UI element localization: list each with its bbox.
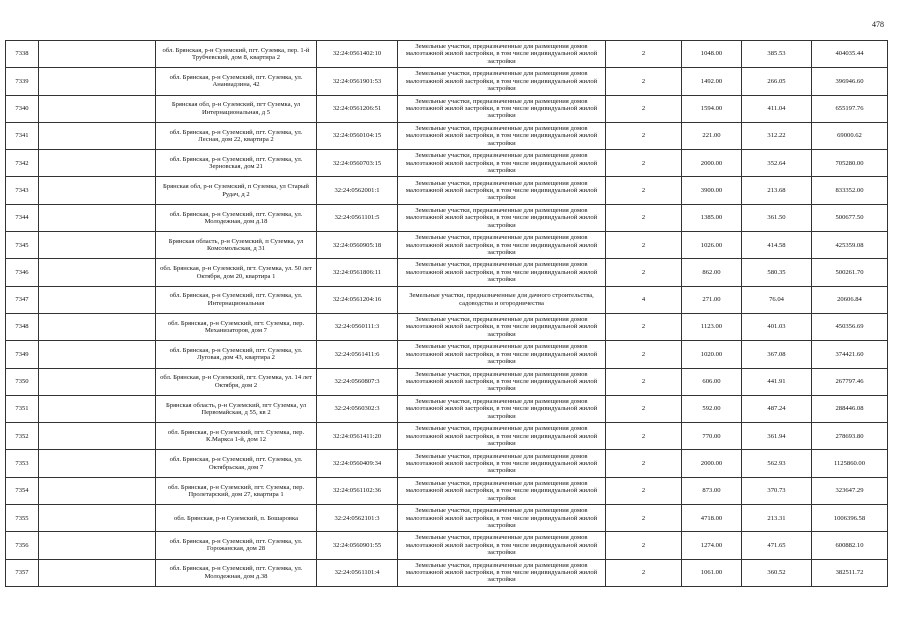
blank-cell [39,204,156,231]
cadastral-number-cell: 32:24:0561206:51 [317,95,398,122]
cadastral-value-cell: 20606.84 [812,286,888,313]
blank-cell [39,177,156,204]
row-number-cell: 7340 [6,95,39,122]
blank-cell [39,450,156,477]
area-cell: 2000.00 [682,450,742,477]
rate-cell: 213.68 [742,177,812,204]
address-cell: Брянская обл, р-н Суземский, п Суземка, ул Старый Рудач, д 2 [156,177,317,204]
area-cell: 271.00 [682,286,742,313]
group-cell: 2 [606,477,682,504]
blank-cell [39,505,156,532]
cadastral-value-cell: 655197.76 [812,95,888,122]
blank-cell [39,368,156,395]
area-cell: 862.00 [682,259,742,286]
cadastral-number-cell: 32:24:0561411:6 [317,341,398,368]
rate-cell: 361.94 [742,423,812,450]
group-cell: 2 [606,532,682,559]
area-cell: 1274.00 [682,532,742,559]
row-number-cell: 7338 [6,41,39,68]
area-cell: 770.00 [682,423,742,450]
blank-cell [39,477,156,504]
land-use-cell: Земельные участки, предназначенные для размещения домов малоэтажной жилой застройки, в том числе индивидуальной жилой застройки [398,95,606,122]
table-row [6,395,888,422]
row-number-cell: 7341 [6,122,39,149]
address-cell: обл. Брянская, р-н Суземский, пгт. Суземка, ул. 14 лет Октября, дом 2 [156,368,317,395]
table-row [6,505,888,532]
table-row [6,368,888,395]
rate-cell: 414.58 [742,232,812,259]
cadastral-number-cell: 32:24:0560905:18 [317,232,398,259]
row-number-cell: 7344 [6,204,39,231]
blank-cell [39,122,156,149]
address-cell: обл. Брянская, р-н Суземский, пгт. Суземка, ул. Молодежная, дом д.18 [156,204,317,231]
rate-cell: 441.91 [742,368,812,395]
cadastral-value-cell: 450356.69 [812,313,888,340]
rate-cell: 562.93 [742,450,812,477]
table-row [6,313,888,340]
rate-cell: 76.04 [742,286,812,313]
group-cell: 2 [606,423,682,450]
land-use-cell: Земельные участки, предназначенные для размещения домов малоэтажной жилой застройки, в том числе индивидуальной жилой застройки [398,368,606,395]
row-number-cell: 7339 [6,68,39,95]
cadastral-number-cell: 32:24:0561101:5 [317,204,398,231]
land-use-cell: Земельные участки, предназначенные для размещения домов малоэтажной жилой застройки, в том числе индивидуальной жилой застройки [398,505,606,532]
rate-cell: 266.05 [742,68,812,95]
table-row [6,286,888,313]
group-cell: 2 [606,395,682,422]
table-body [6,41,888,587]
address-cell: обл. Брянская, р-н Суземский, пгт. Суземка, ул. 50 лет Октября, дом 20, квартира 1 [156,259,317,286]
land-use-cell: Земельные участки, предназначенные для размещения домов малоэтажной жилой застройки, в том числе индивидуальной жилой застройки [398,341,606,368]
blank-cell [39,232,156,259]
cadastral-number-cell: 32:24:0560104:15 [317,122,398,149]
cadastral-value-cell: 323647.29 [812,477,888,504]
address-cell: Брянская область, р-н Суземский, пгт Суземка, ул Первомайская, д 55, кв 2 [156,395,317,422]
area-cell: 606.00 [682,368,742,395]
address-cell: обл. Брянская, р-н Суземский, пгт. Суземка, ул. Ананиадзина, 42 [156,68,317,95]
group-cell: 2 [606,505,682,532]
group-cell: 2 [606,122,682,149]
address-cell: обл. Брянская, р-н Суземский, пгт. Суземка, ул. Лесная, дом 22, квартира 2 [156,122,317,149]
group-cell: 2 [606,95,682,122]
table-row [6,95,888,122]
land-use-cell: Земельные участки, предназначенные для размещения домов малоэтажной жилой застройки, в том числе индивидуальной жилой застройки [398,41,606,68]
row-number-cell: 7343 [6,177,39,204]
table-row [6,477,888,504]
address-cell: обл. Брянская, р-н Суземский, пгт. Суземка, пер. К.Маркса 1-й, дом 12 [156,423,317,450]
address-cell: Брянская обл, р-н Суземский, пгт Суземка, ул Интернациональная, д 5 [156,95,317,122]
area-cell: 4718.00 [682,505,742,532]
group-cell: 2 [606,204,682,231]
area-cell: 592.00 [682,395,742,422]
cadastral-value-cell: 396946.60 [812,68,888,95]
cadastral-value-cell: 600882.10 [812,532,888,559]
rate-cell: 401.03 [742,313,812,340]
row-number-cell: 7348 [6,313,39,340]
area-cell: 1123.00 [682,313,742,340]
area-cell: 2000.00 [682,150,742,177]
cadastral-number-cell: 32:24:0561101:4 [317,559,398,586]
rate-cell: 367.08 [742,341,812,368]
cadastral-number-cell: 32:24:0561204:16 [317,286,398,313]
blank-cell [39,286,156,313]
blank-cell [39,259,156,286]
cadastral-value-cell: 425359.08 [812,232,888,259]
area-cell: 1026.00 [682,232,742,259]
land-use-cell: Земельные участки, предназначенные для размещения домов малоэтажной жилой застройки, в том числе индивидуальной жилой застройки [398,395,606,422]
area-cell: 1492.00 [682,68,742,95]
rate-cell: 352.64 [742,150,812,177]
land-use-cell: Земельные участки, предназначенные для размещения домов малоэтажной жилой застройки, в том числе индивидуальной жилой застройки [398,259,606,286]
row-number-cell: 7355 [6,505,39,532]
cadastral-value-cell: 705280.00 [812,150,888,177]
group-cell: 2 [606,368,682,395]
land-use-cell: Земельные участки, предназначенные для дачного строительства, садоводства и огородничества [398,286,606,313]
cadastral-number-cell: 32:24:0560901:55 [317,532,398,559]
land-use-cell: Земельные участки, предназначенные для размещения домов малоэтажной жилой застройки, в том числе индивидуальной жилой застройки [398,423,606,450]
cadastral-value-cell: 278693.80 [812,423,888,450]
row-number-cell: 7352 [6,423,39,450]
blank-cell [39,395,156,422]
group-cell: 2 [606,341,682,368]
address-cell: обл. Брянская, р-н Суземский, пгт. Суземка, ул. Интернациональная [156,286,317,313]
rate-cell: 213.31 [742,505,812,532]
rate-cell: 471.65 [742,532,812,559]
land-use-cell: Земельные участки, предназначенные для размещения домов малоэтажной жилой застройки, в том числе индивидуальной жилой застройки [398,204,606,231]
cadastral-value-cell: 382511.72 [812,559,888,586]
row-number-cell: 7353 [6,450,39,477]
group-cell: 2 [606,150,682,177]
row-number-cell: 7346 [6,259,39,286]
rate-cell: 487.24 [742,395,812,422]
group-cell: 2 [606,232,682,259]
table-row [6,450,888,477]
address-cell: обл. Брянская, р-н Суземский, пгт. Суземка, ул. Молодежная, дом д.38 [156,559,317,586]
group-cell: 2 [606,259,682,286]
address-cell: обл. Брянская, р-н Суземский, пгт. Суземка, ул. Луговая, дом 43, квартира 2 [156,341,317,368]
area-cell: 1048.00 [682,41,742,68]
cadastral-value-cell: 404035.44 [812,41,888,68]
blank-cell [39,68,156,95]
table-row [6,559,888,586]
rate-cell: 580.35 [742,259,812,286]
cadastral-number-cell: 32:24:0561806:11 [317,259,398,286]
cadastral-value-cell: 1125860.00 [812,450,888,477]
group-cell: 2 [606,177,682,204]
row-number-cell: 7350 [6,368,39,395]
land-use-cell: Земельные участки, предназначенные для размещения домов малоэтажной жилой застройки, в том числе индивидуальной жилой застройки [398,450,606,477]
blank-cell [39,41,156,68]
table-row [6,423,888,450]
row-number-cell: 7356 [6,532,39,559]
group-cell: 2 [606,313,682,340]
cadastral-value-cell: 500261.70 [812,259,888,286]
cadastral-number-cell: 32:24:0561901:53 [317,68,398,95]
group-cell: 4 [606,286,682,313]
address-cell: обл. Брянская, р-н Суземский, пгт. Суземка, пер. Механизаторов, дом 7 [156,313,317,340]
table-row [6,41,888,68]
cadastral-value-cell: 374421.60 [812,341,888,368]
cadastral-number-cell: 32:24:0561411:20 [317,423,398,450]
area-cell: 3900.00 [682,177,742,204]
address-cell: обл. Брянская, р-н Суземский, пгт. Суземка, ул. Горожанская, дом 28 [156,532,317,559]
cadastral-number-cell: 32:24:0562001:1 [317,177,398,204]
table-row [6,532,888,559]
blank-cell [39,341,156,368]
cadastral-number-cell: 32:24:0560703:15 [317,150,398,177]
rate-cell: 385.53 [742,41,812,68]
area-cell: 1020.00 [682,341,742,368]
area-cell: 1385.00 [682,204,742,231]
row-number-cell: 7354 [6,477,39,504]
table-row [6,259,888,286]
row-number-cell: 7347 [6,286,39,313]
row-number-cell: 7349 [6,341,39,368]
address-cell: Брянская область, р-н Суземский, п Суземка, ул Комсомольская, д 31 [156,232,317,259]
group-cell: 2 [606,559,682,586]
cadastral-number-cell: 32:24:0560409:34 [317,450,398,477]
cadastral-value-cell: 500677.50 [812,204,888,231]
cadastral-value-cell: 69000.62 [812,122,888,149]
blank-cell [39,313,156,340]
rate-cell: 361.50 [742,204,812,231]
rate-cell: 360.52 [742,559,812,586]
cadastral-value-cell: 833352.00 [812,177,888,204]
cadastral-number-cell: 32:24:0561402:10 [317,41,398,68]
row-number-cell: 7351 [6,395,39,422]
cadastral-value-cell: 1006396.58 [812,505,888,532]
group-cell: 2 [606,68,682,95]
land-use-cell: Земельные участки, предназначенные для размещения домов малоэтажной жилой застройки, в том числе индивидуальной жилой застройки [398,477,606,504]
table-row [6,68,888,95]
address-cell: обл. Брянская, р-н Суземский, пгт. Суземка, пер. 1-й Трубчевский, дом 8, квартира 2 [156,41,317,68]
land-use-cell: Земельные участки, предназначенные для размещения домов малоэтажной жилой застройки, в том числе индивидуальной жилой застройки [398,122,606,149]
table-row [6,122,888,149]
address-cell: обл. Брянская, р-н Суземский, п. Бошаровка [156,505,317,532]
table-row [6,150,888,177]
land-use-cell: Земельные участки, предназначенные для размещения домов малоэтажной жилой застройки, в том числе индивидуальной жилой застройки [398,313,606,340]
row-number-cell: 7357 [6,559,39,586]
blank-cell [39,423,156,450]
area-cell: 221.00 [682,122,742,149]
address-cell: обл. Брянская, р-н Суземский, пгт. Суземка, пер. Пролетарский, дом 27, квартира 1 [156,477,317,504]
cadastral-value-cell: 288446.08 [812,395,888,422]
blank-cell [39,559,156,586]
table-row [6,232,888,259]
land-use-cell: Земельные участки, предназначенные для размещения домов малоэтажной жилой застройки, в том числе индивидуальной жилой застройки [398,177,606,204]
address-cell: обл. Брянская, р-н Суземский, пгт. Суземка, ул. Зерновская, дом 21 [156,150,317,177]
cadastral-number-cell: 32:24:0560111:3 [317,313,398,340]
cadastral-number-cell: 32:24:0562101:3 [317,505,398,532]
land-use-cell: Земельные участки, предназначенные для размещения домов малоэтажной жилой застройки, в том числе индивидуальной жилой застройки [398,559,606,586]
area-cell: 873.00 [682,477,742,504]
cadastral-number-cell: 32:24:0561102:36 [317,477,398,504]
blank-cell [39,532,156,559]
group-cell: 2 [606,41,682,68]
rate-cell: 312.22 [742,122,812,149]
table-row [6,341,888,368]
address-cell: обл. Брянская, р-н Суземский, пгт. Суземка, ул. Октябрьская, дом 7 [156,450,317,477]
rate-cell: 411.04 [742,95,812,122]
area-cell: 1061.00 [682,559,742,586]
row-number-cell: 7342 [6,150,39,177]
cadastral-value-cell: 267797.46 [812,368,888,395]
land-use-cell: Земельные участки, предназначенные для размещения домов малоэтажной жилой застройки, в том числе индивидуальной жилой застройки [398,232,606,259]
table-row [6,177,888,204]
cadastral-number-cell: 32:24:0560807:3 [317,368,398,395]
land-use-cell: Земельные участки, предназначенные для размещения домов малоэтажной жилой застройки, в том числе индивидуальной жилой застройки [398,68,606,95]
land-registry-table [5,40,888,587]
blank-cell [39,95,156,122]
group-cell: 2 [606,450,682,477]
land-use-cell: Земельные участки, предназначенные для размещения домов малоэтажной жилой застройки, в том числе индивидуальной жилой застройки [398,532,606,559]
area-cell: 1594.00 [682,95,742,122]
row-number-cell: 7345 [6,232,39,259]
rate-cell: 370.73 [742,477,812,504]
blank-cell [39,150,156,177]
page-number: 478 [872,20,884,29]
table-row [6,204,888,231]
land-use-cell: Земельные участки, предназначенные для размещения домов малоэтажной жилой застройки, в том числе индивидуальной жилой застройки [398,150,606,177]
cadastral-number-cell: 32:24:0560302:3 [317,395,398,422]
